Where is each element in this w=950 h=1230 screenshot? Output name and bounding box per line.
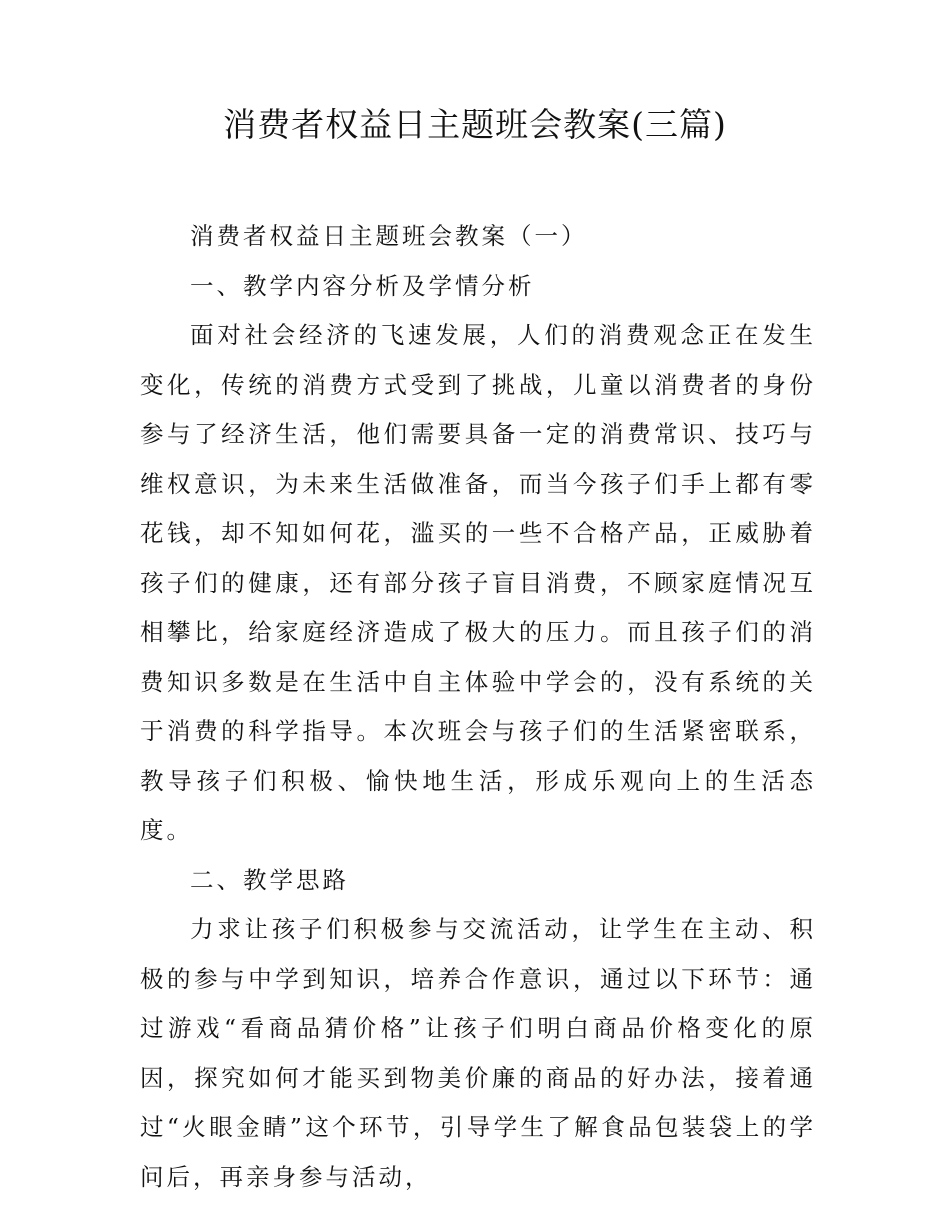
- section-heading-teaching-approach: 二、教学思路: [190, 865, 349, 894]
- document-body: [140, 212, 816, 1202]
- paragraph-teaching-approach: 力求让孩子们积极参与交流活动，让学生在主动、积极的参与中学到知识，培养合作意识，通过以下环节：通过游戏“看商品猜价格”让孩子们明白商品价格变化的原因，探究如何才能买到物美价廉的商品的好办法，接着通过“火眼金睛”这个环节，引导学生了解食品包装袋上的学问后，再亲身参与活动，: [140, 915, 816, 1191]
- section-heading-lesson-one: 消费者权益日主题班会教案（一）: [190, 222, 588, 250]
- paragraph-content-analysis: 面对社会经济的飞速发展，人们的消费观念正在发生变化，传统的消费方式受到了挑战，儿童以消费者的身份参与了经济生活，他们需要具备一定的消费常识、技巧与维权意识，为未来生活做准备，而当今孩子们手上都有零花钱，却不知如何花，滥买的一些不合格产品，正威胁着孩子们的健康，还有部分孩子盲目消费，不顾家庭情况互相攀比，给家庭经济造成了极大的压力。而且孩子们的消费知识多数是在生活中自主体验中学会的，没有系统的关于消费的科学指导。本次班会与孩子们的生活紧密联系，教导孩子们积极、愉快地生活，形成乐观向上的生活态度。: [140, 321, 816, 844]
- document-title: 消费者权益日主题班会教案(三篇): [223, 105, 727, 144]
- section-heading-content-analysis: 一、教学内容分析及学情分析: [190, 271, 535, 300]
